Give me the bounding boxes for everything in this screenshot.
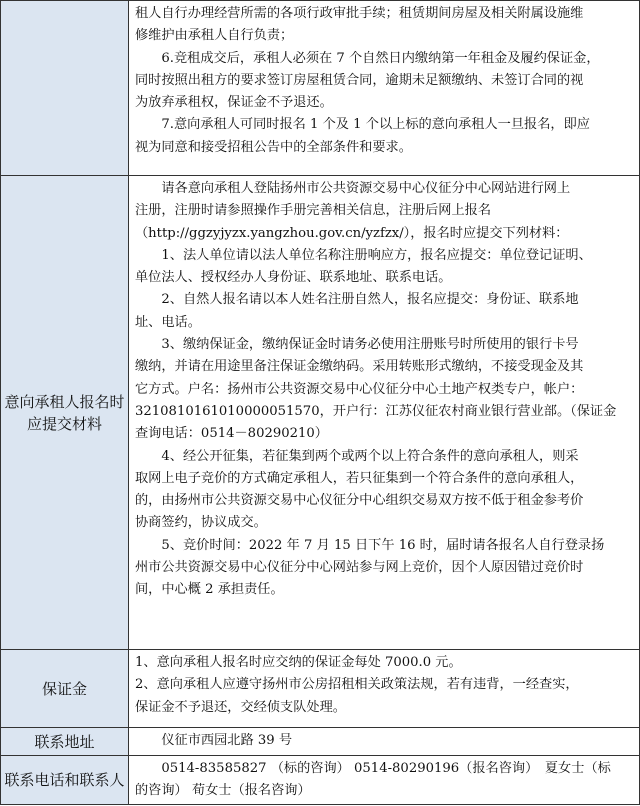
text-line: 缴纳，并请在用途里备注保证金缴纳码。采用转账形式缴纳，不接受现金及其 xyxy=(135,359,584,375)
row-content-contact xyxy=(129,756,640,805)
table-row xyxy=(1,756,640,805)
text-line: 保证金不予退还，交经侦支队处理。 xyxy=(135,699,346,715)
text-line: 请各意向承租人登陆扬州市公共资源交易中心仪征分中心网站进行网上 xyxy=(135,181,571,196)
text-line: 3、缴纳保证金，缴纳保证金时请务必使用注册账号时所使用的银行卡号 xyxy=(135,337,579,353)
text-line: 查询电话：0514－80290210） xyxy=(135,426,328,442)
text-line: 2、意向承租人应遵守扬州市公房招租相关政策法规，若有违背，一经查实， xyxy=(135,677,579,693)
contact-line: 0514-83585827 （标的咨询） 0514-80290196（报名咨询） 夏女士（标 xyxy=(135,761,611,776)
text-line: 取网上电子竞价的方式确定承租人，若只征集到一个符合条件的意向承租人， xyxy=(135,470,584,486)
text-line: 间，中心概 2 承担责任。 xyxy=(135,582,284,598)
text-line: 址、电话。 xyxy=(135,314,201,330)
row-content-address xyxy=(129,728,640,756)
text-line: 3210810161010000051570，开户行：江苏仪征农村商业银行营业部。（保证金 xyxy=(135,403,617,419)
table-row xyxy=(1,1,640,176)
text-line: 州市公共资源交易中心仪征分中心网站参与网上竞价，因个人原因错过竞价时 xyxy=(135,560,584,576)
row-content-terms xyxy=(129,1,640,176)
text-line xyxy=(135,624,635,646)
text-line: 修维护由承租人自行负责； xyxy=(135,28,294,44)
row-label-address: 联系地址 xyxy=(1,728,129,756)
text-line: 7.意向承租人可同时报名 1 个及 1 个以上标的意向承租人一旦报名，即应 xyxy=(135,117,590,133)
table-row xyxy=(1,728,640,756)
text-line: 6.竞租成交后，承租人必须在 7 个自然日内缴纳第一年租金及履约保证金， xyxy=(135,50,600,66)
text-line: 同时按照出租方的要求签订房屋租赁合同，逾期未足额缴纳、未签订合同的视 xyxy=(135,72,584,88)
row-label-empty xyxy=(1,1,129,176)
text-line: 2、自然人报名请以本人姓名注册自然人，报名应提交：身份证、联系地 xyxy=(135,292,579,308)
row-content-deposit xyxy=(129,650,640,728)
text-line: 的，由扬州市公共资源交易中心仪征分中心组织交易双方按不低于租金参考价 xyxy=(135,493,584,509)
address-text: 仪征市西园北路 39 号 xyxy=(135,733,293,748)
row-label-deposit: 保证金 xyxy=(1,650,129,728)
text-line xyxy=(135,602,635,624)
table-row xyxy=(1,176,640,650)
row-label-contact: 联系电话和联系人 xyxy=(1,756,129,805)
text-line: 5、竞价时间：2022 年 7 月 15 日下午 16 时，届时请各报名人自行登录扬 xyxy=(135,537,605,553)
text-line: 它方式。户名：扬州市公共资源交易中心仪征分中心土地产权类专户，帐户： xyxy=(135,381,584,397)
text-line: 单位法人、授权经办人身份证、联系地址、联系电话。 xyxy=(135,270,452,286)
table-row xyxy=(1,650,640,728)
text-line: 注册，注册时请参照操作手册完善相关信息，注册后网上报名 xyxy=(135,203,492,219)
text-line: 1、意向承租人报名时应交纳的保证金每处 7000.0 元。 xyxy=(135,655,462,670)
text-line: 为放弃承租权，保证金不予退还。 xyxy=(135,95,333,111)
text-line: （http://ggzyjyzx.yangzhou.gov.cn/yzfzx/），报名时应提交下列材料： xyxy=(135,225,569,241)
label-line: 应提交材料 xyxy=(26,414,102,433)
text-line: 视为同意和接受招租公告中的全部条件和要求。 xyxy=(135,139,412,155)
row-content-application-materials xyxy=(129,176,640,650)
row-label-application-materials xyxy=(1,176,129,650)
text-line: 1、法人单位请以法人单位名称注册响应方，报名应提交：单位登记证明、 xyxy=(135,247,592,263)
contact-line: 的咨询） 荀女士（报名咨询） xyxy=(135,783,311,798)
text-line: 协商签约，协议成交。 xyxy=(135,515,267,531)
label-line: 意向承租人报名时 xyxy=(4,392,125,411)
text-line: 租人自行办理经营所需的各项行政审批手续；租赁期间房屋及相关附属设施维 xyxy=(135,6,584,21)
text-line: 4、经公开征集，若征集到两个或两个以上符合条件的意向承租人，则采 xyxy=(135,448,579,464)
